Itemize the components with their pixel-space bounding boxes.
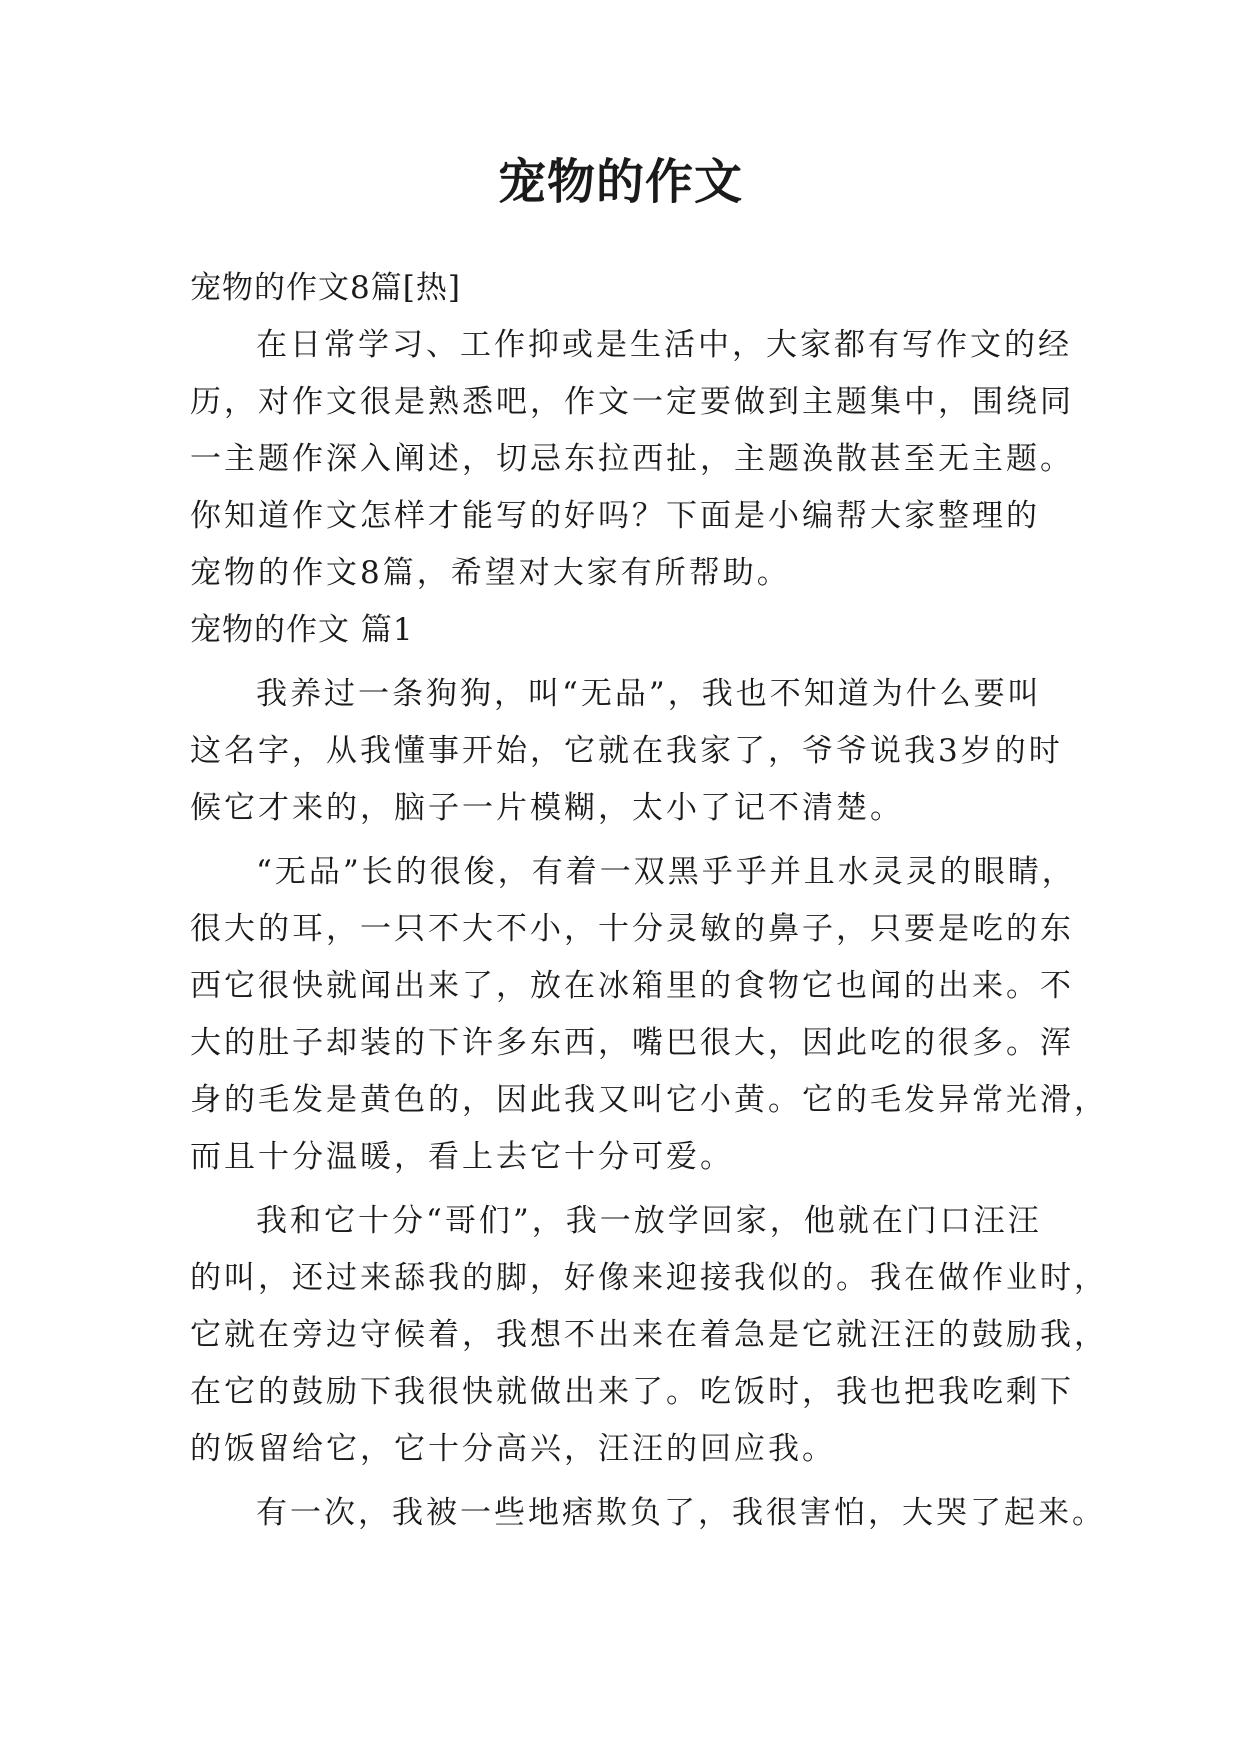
text-line: 有一次，我被一些地痞欺负了，我很害怕，大哭了起来。	[256, 1495, 1106, 1531]
text-line: 它就在旁边守候着，我想不出来在着急是它就汪汪的鼓励我，	[190, 1317, 1108, 1353]
text-line: 很大的耳，一只不大不小，十分灵敏的鼻子，只要是吃的东	[190, 911, 1074, 947]
text-line: 我和它十分“哥们”，我一放学回家，他就在门口汪汪	[256, 1203, 1042, 1239]
text-line: 在日常学习、工作抑或是生活中，大家都有写作文的经	[256, 327, 1072, 363]
text-line: 这名字，从我懂事开始，它就在我家了，爷爷说我3岁的时	[190, 733, 1063, 769]
document-body	[190, 260, 1108, 1542]
text-line: 候它才来的，脑子一片模糊，太小了记不清楚。	[190, 790, 904, 826]
text-line: 历，对作文很是熟悉吧，作文一定要做到主题集中，围绕同	[190, 384, 1074, 420]
text-line: 的饭留给它，它十分高兴，汪汪的回应我。	[190, 1431, 836, 1467]
document-title: 宠物的作文	[497, 154, 743, 210]
text-line: 的叫，还过来舔我的脚，好像来迎接我似的。我在做作业时，	[190, 1260, 1108, 1296]
text-line: 一主题作深入阐述，切忌东拉西扯，主题涣散甚至无主题。	[190, 441, 1074, 477]
text-line: 你知道作文怎样才能写的好吗？下面是小编帮大家整理的	[190, 498, 1040, 534]
section-heading: 宠物的作文 篇1	[190, 612, 414, 648]
text-line: 大的肚子却装的下许多东西，嘴巴很大，因此吃的很多。浑	[190, 1025, 1074, 1061]
text-line: 宠物的作文8篇，希望对大家有所帮助。	[190, 555, 791, 591]
doc-heading: 宠物的作文8篇[热]	[190, 270, 461, 306]
text-line: 西它很快就闻出来了，放在冰箱里的食物它也闻的出来。不	[190, 968, 1074, 1004]
text-line: 而且十分温暖，看上去它十分可爱。	[190, 1139, 734, 1175]
text-line: 身的毛发是黄色的，因此我又叫它小黄。它的毛发异常光滑，	[190, 1082, 1108, 1118]
text-line: “无品”长的很俊，有着一双黑乎乎并且水灵灵的眼睛，	[256, 854, 1076, 890]
text-line: 我养过一条狗狗，叫“无品”，我也不知道为什么要叫	[256, 676, 1042, 712]
text-line: 在它的鼓励下我很快就做出来了。吃饭时，我也把我吃剩下	[190, 1374, 1074, 1410]
